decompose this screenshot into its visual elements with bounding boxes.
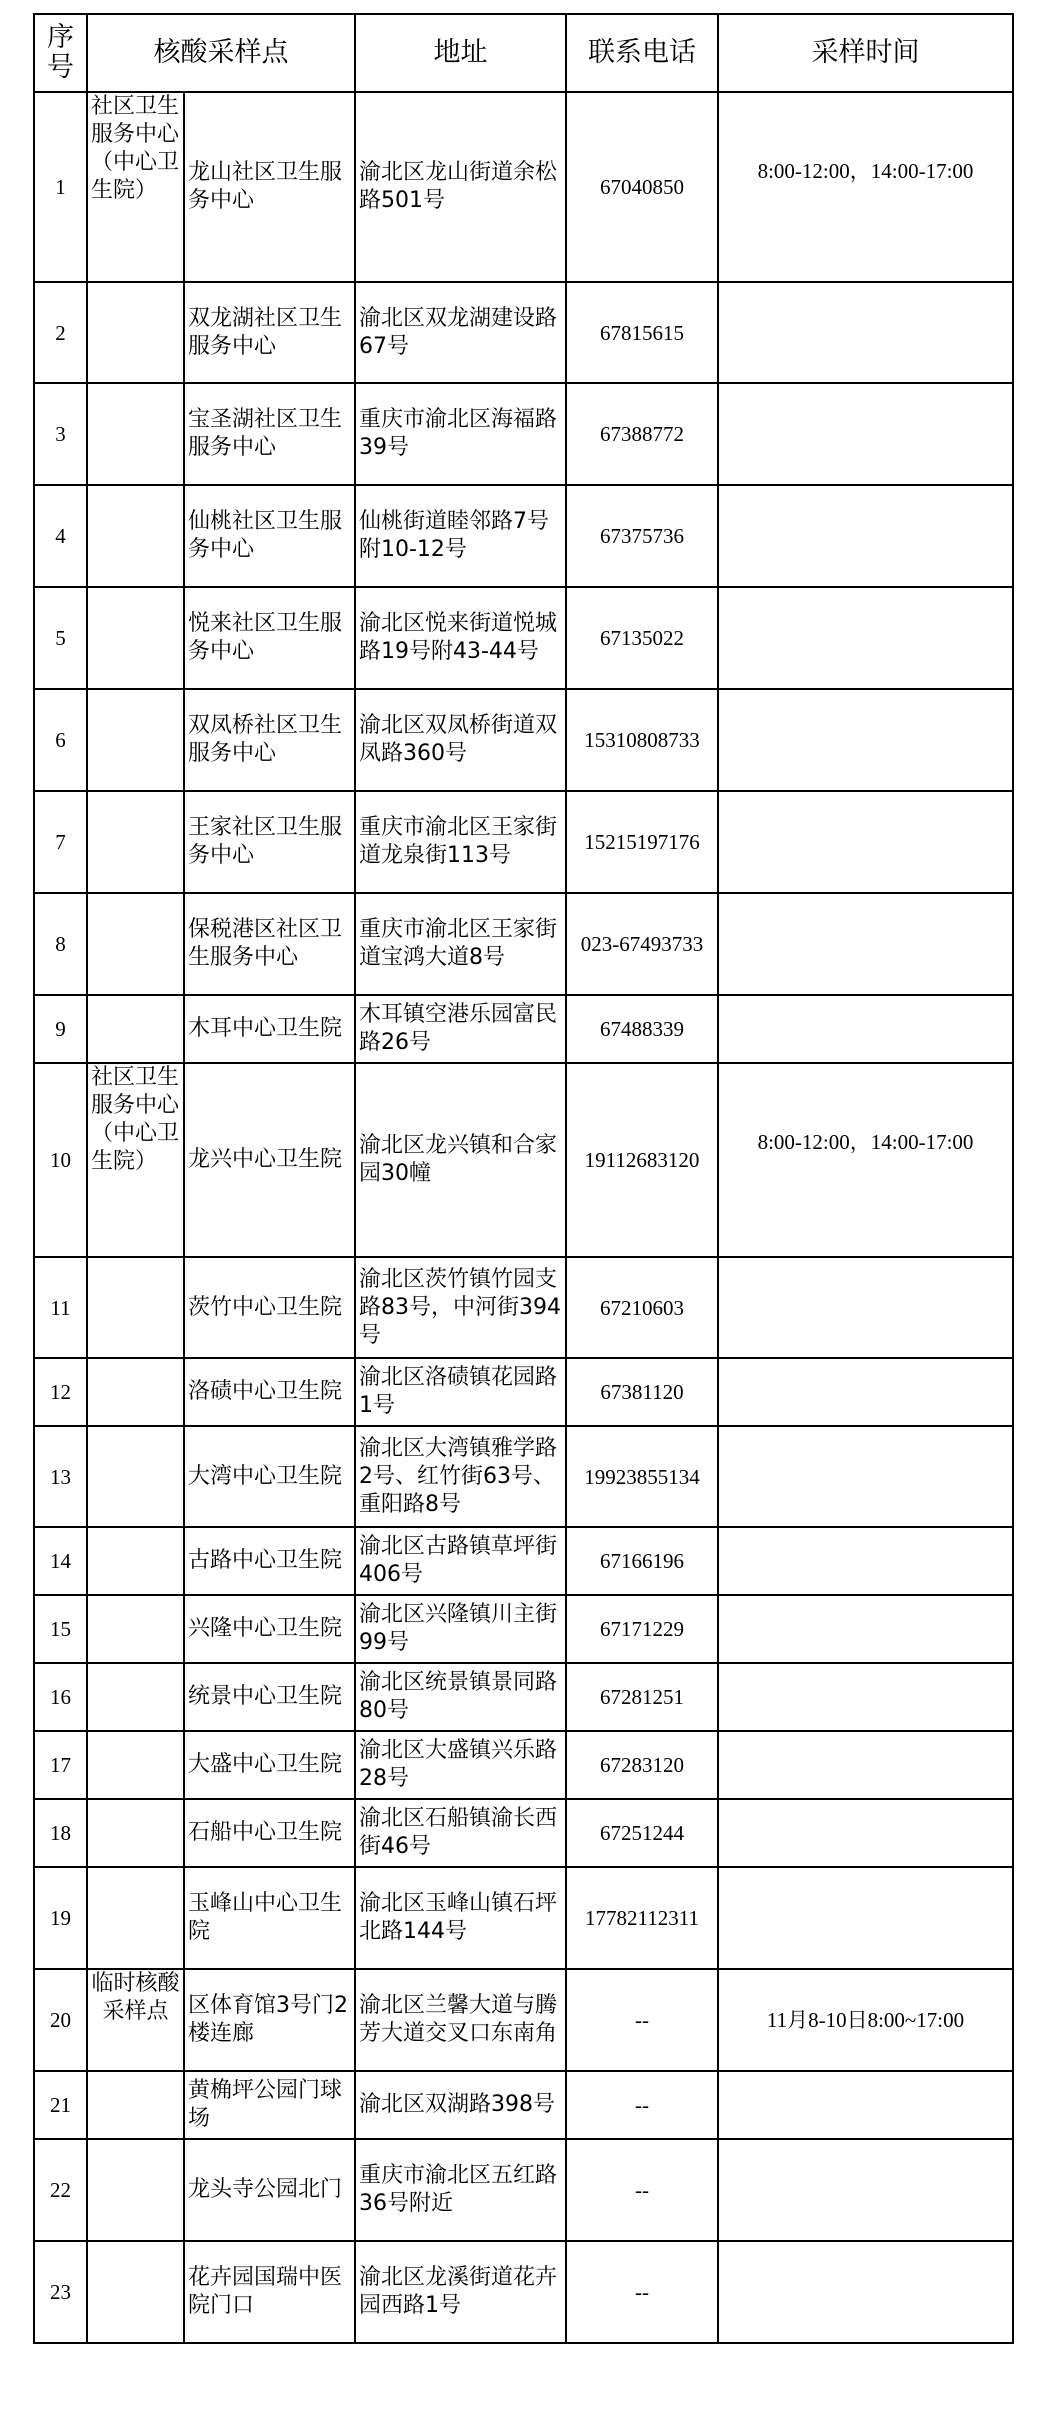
row-category [87,2071,184,2139]
row-phone: -- [566,2071,718,2139]
row-category [87,2139,184,2241]
sampling-sites-table [33,13,1014,2344]
row-address: 渝北区龙兴镇和合家园30幢 [355,1063,566,1257]
row-time [718,1663,1013,1731]
row-phone: 67210603 [566,1257,718,1358]
row-category: 社区卫生服务中心（中心卫生院） [87,92,184,282]
row-index: 12 [34,1358,87,1426]
row-address: 重庆市渝北区王家街道宝鸿大道8号 [355,893,566,995]
row-phone: -- [566,1969,718,2071]
table-row [34,1867,1013,1969]
row-site-name: 区体育馆3号门2楼连廊 [184,1969,355,2071]
row-index: 4 [34,485,87,587]
row-index: 22 [34,2139,87,2241]
row-index: 1 [34,92,87,282]
table-row [34,1257,1013,1358]
row-site-name: 玉峰山中心卫生院 [184,1867,355,1969]
row-time [718,1426,1013,1527]
row-category [87,893,184,995]
row-time [718,282,1013,383]
row-index: 7 [34,791,87,893]
row-category [87,383,184,485]
row-site-name: 洛碛中心卫生院 [184,1358,355,1426]
row-phone: 023-67493733 [566,893,718,995]
row-phone: 17782112311 [566,1867,718,1969]
row-index: 20 [34,1969,87,2071]
header-row [34,14,1013,92]
row-time: 8:00-12:00，14:00-17:00 [718,92,1013,282]
row-address: 渝北区大盛镇兴乐路28号 [355,1731,566,1799]
row-address: 重庆市渝北区五红路36号附近 [355,2139,566,2241]
header-phone: 联系电话 [566,14,718,92]
row-address: 渝北区洛碛镇花园路1号 [355,1358,566,1426]
row-site-name: 黄桷坪公园门球场 [184,2071,355,2139]
row-category [87,2241,184,2343]
table-row [34,2241,1013,2343]
header-address: 地址 [355,14,566,92]
row-time [718,1799,1013,1867]
row-time [718,2071,1013,2139]
row-phone: 67171229 [566,1595,718,1663]
row-site-name: 悦来社区卫生服务中心 [184,587,355,689]
row-address: 渝北区茨竹镇竹园支路83号，中河街394号 [355,1257,566,1358]
row-address: 渝北区兰馨大道与腾芳大道交叉口东南角 [355,1969,566,2071]
row-site-name: 木耳中心卫生院 [184,995,355,1063]
row-index: 2 [34,282,87,383]
row-category [87,1527,184,1595]
table-row [34,1527,1013,1595]
row-phone: 67040850 [566,92,718,282]
table-row [34,1663,1013,1731]
table-row [34,995,1013,1063]
row-index: 6 [34,689,87,791]
row-address: 渝北区大湾镇雅学路2号、红竹街63号、重阳路8号 [355,1426,566,1527]
row-time [718,995,1013,1063]
row-time [718,893,1013,995]
row-address: 渝北区双湖路398号 [355,2071,566,2139]
row-phone: 67251244 [566,1799,718,1867]
header-time: 采样时间 [718,14,1013,92]
row-index: 10 [34,1063,87,1257]
row-site-name: 石船中心卫生院 [184,1799,355,1867]
row-site-name: 花卉园国瑞中医院门口 [184,2241,355,2343]
row-address: 渝北区玉峰山镇石坪北路144号 [355,1867,566,1969]
row-phone: 67375736 [566,485,718,587]
row-site-name: 兴隆中心卫生院 [184,1595,355,1663]
row-time [718,1358,1013,1426]
row-address: 渝北区双凤桥街道双凤路360号 [355,689,566,791]
row-index: 17 [34,1731,87,1799]
row-category [87,485,184,587]
row-site-name: 保税港区社区卫生服务中心 [184,893,355,995]
table-row [34,1063,1013,1257]
row-address: 木耳镇空港乐园富民路26号 [355,995,566,1063]
row-category [87,1257,184,1358]
row-phone: 67381120 [566,1358,718,1426]
row-category [87,1799,184,1867]
row-time [718,485,1013,587]
table-row [34,689,1013,791]
row-category [87,1663,184,1731]
row-phone: 67815615 [566,282,718,383]
row-site-name: 双龙湖社区卫生服务中心 [184,282,355,383]
row-time [718,1257,1013,1358]
row-index: 5 [34,587,87,689]
row-address: 重庆市渝北区王家街道龙泉街113号 [355,791,566,893]
row-time: 8:00-12:00，14:00-17:00 [718,1063,1013,1257]
row-category [87,995,184,1063]
row-address: 渝北区统景镇景同路80号 [355,1663,566,1731]
row-time [718,1731,1013,1799]
row-address: 渝北区古路镇草坪街406号 [355,1527,566,1595]
row-address: 渝北区兴隆镇川主街99号 [355,1595,566,1663]
row-category [87,1358,184,1426]
row-site-name: 茨竹中心卫生院 [184,1257,355,1358]
row-time [718,1595,1013,1663]
row-time [718,1867,1013,1969]
row-category: 社区卫生服务中心（中心卫生院） [87,1063,184,1257]
table-row [34,2071,1013,2139]
row-phone: 67388772 [566,383,718,485]
row-index: 11 [34,1257,87,1358]
table-row [34,1799,1013,1867]
row-site-name: 统景中心卫生院 [184,1663,355,1731]
row-index: 19 [34,1867,87,1969]
table-row [34,587,1013,689]
row-site-name: 龙山社区卫生服务中心 [184,92,355,282]
row-time: 11月8-10日8:00~17:00 [718,1969,1013,2071]
table-body [34,92,1013,2343]
row-time [718,383,1013,485]
row-phone: 19923855134 [566,1426,718,1527]
row-site-name: 宝圣湖社区卫生服务中心 [184,383,355,485]
row-category: 临时核酸采样点 [87,1969,184,2071]
row-time [718,791,1013,893]
row-address: 渝北区双龙湖建设路67号 [355,282,566,383]
table-row [34,383,1013,485]
row-index: 16 [34,1663,87,1731]
row-index: 14 [34,1527,87,1595]
row-site-name: 龙兴中心卫生院 [184,1063,355,1257]
header-index: 序号 [34,14,87,92]
row-address: 渝北区石船镇渝长西街46号 [355,1799,566,1867]
row-site-name: 古路中心卫生院 [184,1527,355,1595]
row-time [718,587,1013,689]
row-phone: 67166196 [566,1527,718,1595]
row-site-name: 大湾中心卫生院 [184,1426,355,1527]
row-category [87,689,184,791]
row-phone: 67135022 [566,587,718,689]
row-phone: -- [566,2139,718,2241]
row-phone: 19112683120 [566,1063,718,1257]
row-site-name: 大盛中心卫生院 [184,1731,355,1799]
row-site-name: 龙头寺公园北门 [184,2139,355,2241]
row-index: 21 [34,2071,87,2139]
row-phone: 15215197176 [566,791,718,893]
table-row [34,2139,1013,2241]
row-category [87,1595,184,1663]
row-time [718,2139,1013,2241]
row-site-name: 双凤桥社区卫生服务中心 [184,689,355,791]
row-category [87,282,184,383]
row-category [87,1867,184,1969]
row-time [718,2241,1013,2343]
table-row [34,1358,1013,1426]
row-category [87,791,184,893]
row-address: 渝北区龙溪街道花卉园西路1号 [355,2241,566,2343]
row-index: 13 [34,1426,87,1527]
row-index: 23 [34,2241,87,2343]
row-category [87,587,184,689]
row-category [87,1426,184,1527]
row-phone: 67488339 [566,995,718,1063]
row-index: 15 [34,1595,87,1663]
row-index: 9 [34,995,87,1063]
row-index: 8 [34,893,87,995]
row-category [87,1731,184,1799]
row-phone: 67283120 [566,1731,718,1799]
table-row [34,92,1013,282]
table-row [34,791,1013,893]
table-row [34,1426,1013,1527]
row-address: 渝北区龙山街道余松路501号 [355,92,566,282]
row-address: 仙桃街道睦邻路7号附10-12号 [355,485,566,587]
row-time [718,689,1013,791]
row-site-name: 王家社区卫生服务中心 [184,791,355,893]
row-address: 重庆市渝北区海福路39号 [355,383,566,485]
row-time [718,1527,1013,1595]
row-phone: 67281251 [566,1663,718,1731]
row-site-name: 仙桃社区卫生服务中心 [184,485,355,587]
table-row [34,1969,1013,2071]
table-row [34,485,1013,587]
row-phone: 15310808733 [566,689,718,791]
row-address: 渝北区悦来街道悦城路19号附43-44号 [355,587,566,689]
table-row [34,1731,1013,1799]
table-row [34,1595,1013,1663]
header-site-type: 核酸采样点 [87,14,355,92]
table-row [34,893,1013,995]
table-row [34,282,1013,383]
row-index: 3 [34,383,87,485]
row-phone: -- [566,2241,718,2343]
row-index: 18 [34,1799,87,1867]
